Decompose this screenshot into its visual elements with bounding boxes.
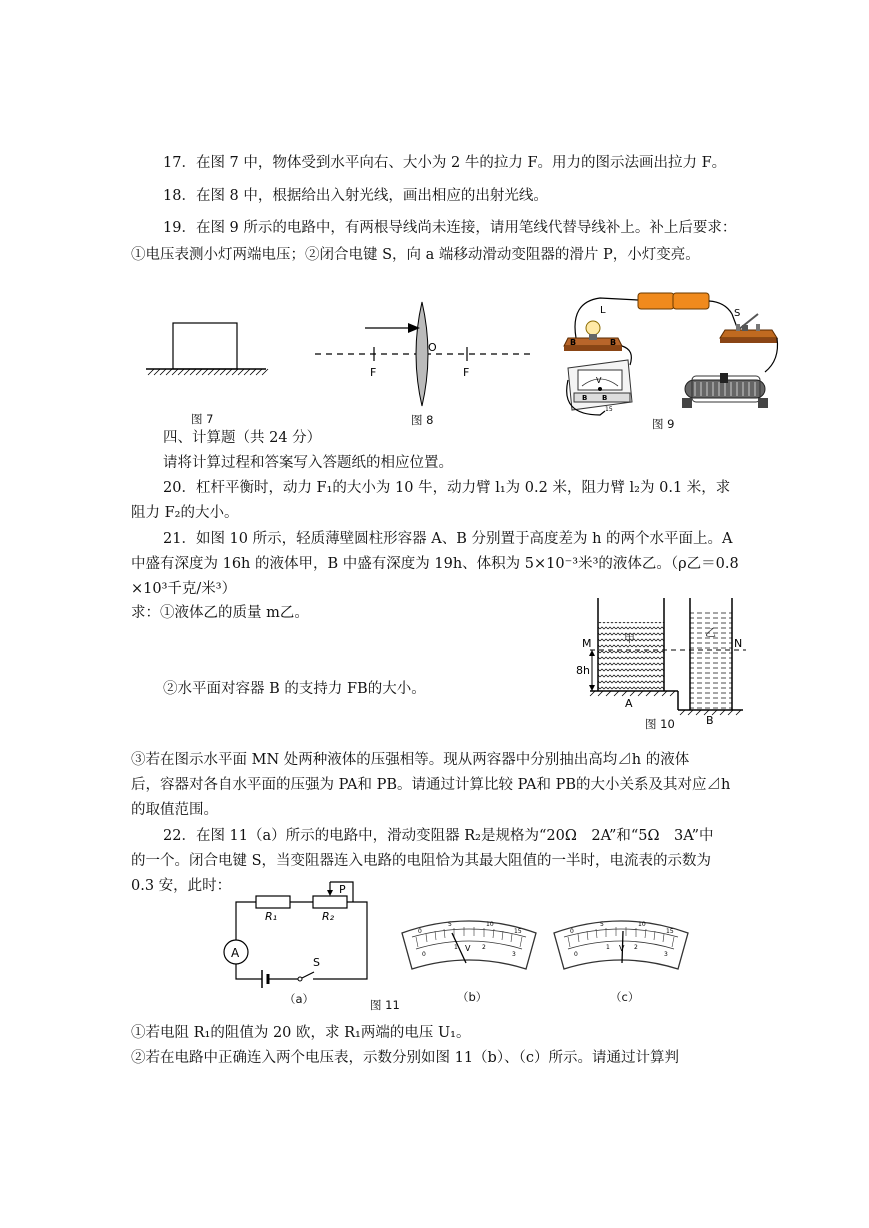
fig9-label-b2: B [610,338,617,347]
fig9-label-15: 15 [605,406,613,413]
q22-line3: 0.3 安，此时： [131,878,232,894]
fig9-label-b4: B [602,394,608,402]
q21-line2: 中盛有深度为 16h 的液体甲，B 中盛有深度为 19h、体积为 5×10⁻³米³的液体乙。（ρ乙＝0.8 [131,556,739,572]
q22-line2: 的一个。闭合电键 S，当变阻器连入电路的电阻恰为其最大阻值的一半时，电流表的示数为 [131,853,712,869]
fig11-sub-c: （c） [610,990,640,1004]
q17-text: 17．在图 7 中，物体受到水平向右、大小为 2 牛的拉力 F。用力的图示法画出拉力 F。 [163,155,727,171]
q19-line2: ①电压表测小灯两端电压；②闭合电键 S，向 a 端移动滑动变阻器的滑片 P，小灯变亮。 [131,247,700,263]
fig11-label-r1: R₁ [265,910,278,923]
q21-line3: ×10³千克/米³） [131,581,237,597]
figure-11c-meter [550,913,692,973]
fig11-label-s: S [313,956,320,969]
q22-sub2: ②若在电路中正确连入两个电压表，示数分别如图 11（b）、（c）所示。请通过计算判 [131,1050,679,1066]
meter-c-bot-3: 3 [664,951,668,958]
q22-sub1: ①若电阻 R₁的阻值为 20 欧，求 R₁两端的电压 U₁。 [131,1025,471,1041]
fig10-label-n: N [734,637,743,650]
q21-sub1: 求：①液体乙的质量 m乙。 [131,605,309,621]
fig10-caption: 图 10 [645,717,675,731]
fig11-label-r2: R₂ [322,910,335,923]
meter-b-bot-3: 3 [512,951,516,958]
section-4-heading: 四、计算题（共 24 分） [163,430,322,446]
instruction-text: 请将计算过程和答案写入答题纸的相应位置。 [163,455,453,471]
figure-8 [310,298,535,410]
meter-b-bot-2: 2 [482,944,486,951]
fig10-label-jia: 甲 [624,632,635,645]
meter-b-top-10: 10 [486,921,494,928]
fig9-caption: 图 9 [652,417,675,431]
q18-text: 18．在图 8 中，根据给出入射光线，画出相应的出射光线。 [163,188,548,204]
fig9-label-b3: B [582,394,588,402]
fig10-label-m: M [582,637,592,650]
fig9-label-b1: B [570,338,577,347]
q21-sub3-line1: ③若在图示水平面 MN 处两种液体的压强相等。现从两容器中分别抽出高均⊿h 的液体 [131,752,690,768]
q20-line1: 20．杠杆平衡时，动力 F₁的大小为 10 牛，动力臂 l₁为 0.2 米，阻力臂 l₂为 0.1 米，求 [163,480,731,496]
fig11-label-a: A [231,946,240,960]
figure-9 [560,290,785,425]
fig8-label-f-left: F [370,366,377,379]
meter-c-top-10: 10 [638,921,646,928]
fig10-label-b: B [706,714,714,727]
fig10-label-yi: 乙 [705,626,716,639]
fig9-label-v: V [596,376,602,385]
meter-c-top-0: 0 [570,928,574,935]
fig11-label-p: P [339,883,346,896]
q20-line2: 阻力 F₂的大小。 [131,505,239,521]
meter-c-bot-1: 1 [606,944,610,951]
meter-b-bot-0: 0 [422,951,426,958]
fig10-label-a: A [625,697,633,710]
meter-c-top-5: 5 [600,921,604,928]
fig8-label-o: O [428,341,437,354]
fig9-label-l: L [600,305,606,316]
fig8-label-f-right: F [463,366,470,379]
q21-sub2: ②水平面对容器 B 的支持力 FB的大小。 [163,681,426,697]
fig7-caption: 图 7 [191,412,214,426]
figure-11a-circuit [218,880,378,992]
meter-b-top-0: 0 [418,928,422,935]
q22-line1: 22．在图 11（a）所示的电路中，滑动变阻器 R₂是规格为“20Ω 2A”和“5Ω 3A”中 [163,828,714,844]
meter-b-top-15: 15 [514,928,522,935]
q21-line1: 21．如图 10 所示，轻质薄壁圆柱形容器 A、B 分别置于高度差为 h 的两个水平面上。A [163,531,733,547]
q21-sub3-line3: 的取值范围。 [131,802,218,818]
fig9-label-s: S [734,308,741,319]
meter-b-bot-1: 1 [454,944,458,951]
fig11-caption: 图 11 [370,998,400,1012]
meter-c-bot-2: 2 [634,944,638,951]
fig8-caption: 图 8 [411,413,434,427]
figure-7 [140,315,275,385]
q21-sub3-line2: 后，容器对各自水平面的压强为 PA和 PB。请通过计算比较 PA和 PB的大小关系及其对应⊿h [131,777,731,793]
meter-c-v: V [619,944,625,953]
fig11-sub-a: （a） [284,992,315,1006]
meter-c-bot-0: 0 [574,951,578,958]
fig11-sub-b: （b） [457,990,488,1004]
q19-line1: 19．在图 9 所示的电路中，有两根导线尚未连接，请用笔线代替导线补上。补上后要求： [163,220,737,236]
figure-11b-meter [398,913,540,973]
meter-c-top-15: 15 [666,928,674,935]
meter-b-top-5: 5 [448,921,452,928]
meter-b-v: V [465,944,471,953]
fig10-label-8h: 8h [576,664,590,677]
